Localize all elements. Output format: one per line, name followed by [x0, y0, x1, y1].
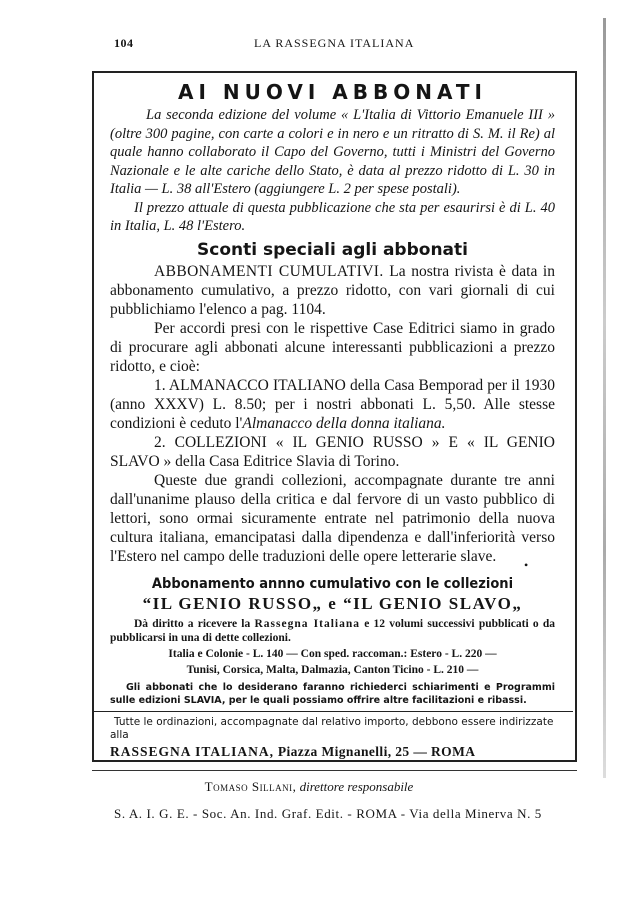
item-collezioni: 2. COLLEZIONI « IL GENIO RUSSO » E « IL GENIO SLAVO » della Casa Editrice Slavia di Torino.	[110, 433, 555, 470]
cumulative-paragraph	[110, 262, 555, 319]
page-edge-shadow	[603, 18, 606, 778]
printer-line: S. A. I. G. E. - Soc. An. Ind. Graf. Edit. - ROMA - Via della Minerva N. 5	[114, 806, 542, 821]
director-role: direttore responsabile	[299, 779, 414, 794]
orders-address	[110, 744, 555, 760]
director-line	[0, 779, 618, 795]
offer-note: Gli abbonati che lo desiderano faranno richiederci schiarimenti e Programmi sulle edizioni SLAVIA, per le quali possiamo offrire altre facilitazioni e ribassi.	[110, 681, 555, 706]
price-italy: Italia e Colonie - L. 140 — Con sped. raccoman.: Estero - L. 220 —	[168, 647, 497, 660]
offer-description-end: e 12 volumi successivi pubblicati o da pubblicarsi in una di dette collezioni.	[110, 617, 555, 644]
offer-series: “IL GENIO RUSSO„ e “IL GENIO SLAVO„	[142, 593, 523, 613]
offer-description-start: Dà diritto a ricevere la	[134, 617, 255, 630]
address-name: RASSEGNA ITALIANA,	[110, 743, 275, 759]
advertisement-content	[110, 80, 555, 760]
item-almanacco-text: 1. ALMANACCO ITALIANO della Casa Bemporad per il 1930 (anno XXXV) L. 8.50; per i nostri abbonati L. 5,50. Alle stesse condizioni è ceduto l'	[110, 376, 555, 432]
director-name: Tomaso Sillani,	[204, 779, 297, 794]
orders-text: Tutte le ordinazioni, accompagnate dal relativo importo, debbono essere indirizzate alla	[110, 715, 554, 741]
footer-divider	[92, 770, 577, 771]
orders-divider	[92, 711, 573, 712]
offer-title: Abbonamento annno cumulativo con le collezioni	[151, 575, 514, 592]
discounts-heading: Sconti speciali agli abbonati	[197, 239, 468, 260]
offer-magazine-name: Rassegna Italiana	[254, 617, 361, 630]
notice-paragraph-1: La seconda edizione del volume « L'Italia di Vittorio Emanuele III » (oltre 300 pagine, con carte a colori e in nero e un ritratto di S. M. il Re) al quale hanno collaborato il Capo del Governo, tutti i Ministri del Governo Nazionale e le alte cariche dello Stato, è data al prezzo ridotto di L. 30 in Italia — L. 38 all'Estero (aggiungere L. 2 per spese postali).	[110, 107, 555, 197]
item-almanacco	[110, 376, 555, 433]
offer-description	[110, 617, 555, 646]
cumulative-label: ABBONAMENTI CUMULATIVI.	[154, 262, 384, 280]
page-number: 104	[114, 36, 134, 50]
new-subscribers-heading: AI NUOVI ABBONATI	[178, 80, 487, 104]
notice-paragraph-2: Il prezzo attuale di questa pubblicazione che sta per esaurirsi è di L. 40 in Italia, L. 48 l'Estero.	[110, 199, 555, 234]
address-rest: Piazza Mignanelli, 25 — ROMA	[274, 743, 476, 759]
price-other: Tunisi, Corsica, Malta, Dalmazia, Canton Ticino - L. 210 —	[186, 663, 479, 676]
agreements-paragraph: Per accordi presi con le rispettive Case Editrici siamo in grado di procurare agli abbonati alcune interessanti pubblicazioni a prezzo ridotto, e cioè:	[110, 319, 555, 375]
decorative-dot: •	[524, 558, 529, 572]
cumulative-text: La nostra rivista è data in abbonamento cumulativo, a prezzo ridotto, con vari giornali di cui pubblichiamo l'elenco a pag. 1104.	[110, 262, 555, 318]
journal-title: LA RASSEGNA ITALIANA	[254, 36, 415, 50]
collections-paragraph: Queste due grandi collezioni, accompagnate durante tre anni dall'unanime plauso della critica e dal fervore di un vasto pubblico di lettori, sono ormai sicuramente entrate nel patrimonio della nuova cultura italiana, emancipatasi dalla dipendenza e dall'inferiorità verso l'Estero nel campo delle traduzioni delle opere letterarie slave.	[110, 471, 555, 565]
item-almanacco-italic: Almanacco della donna italiana.	[242, 414, 446, 432]
